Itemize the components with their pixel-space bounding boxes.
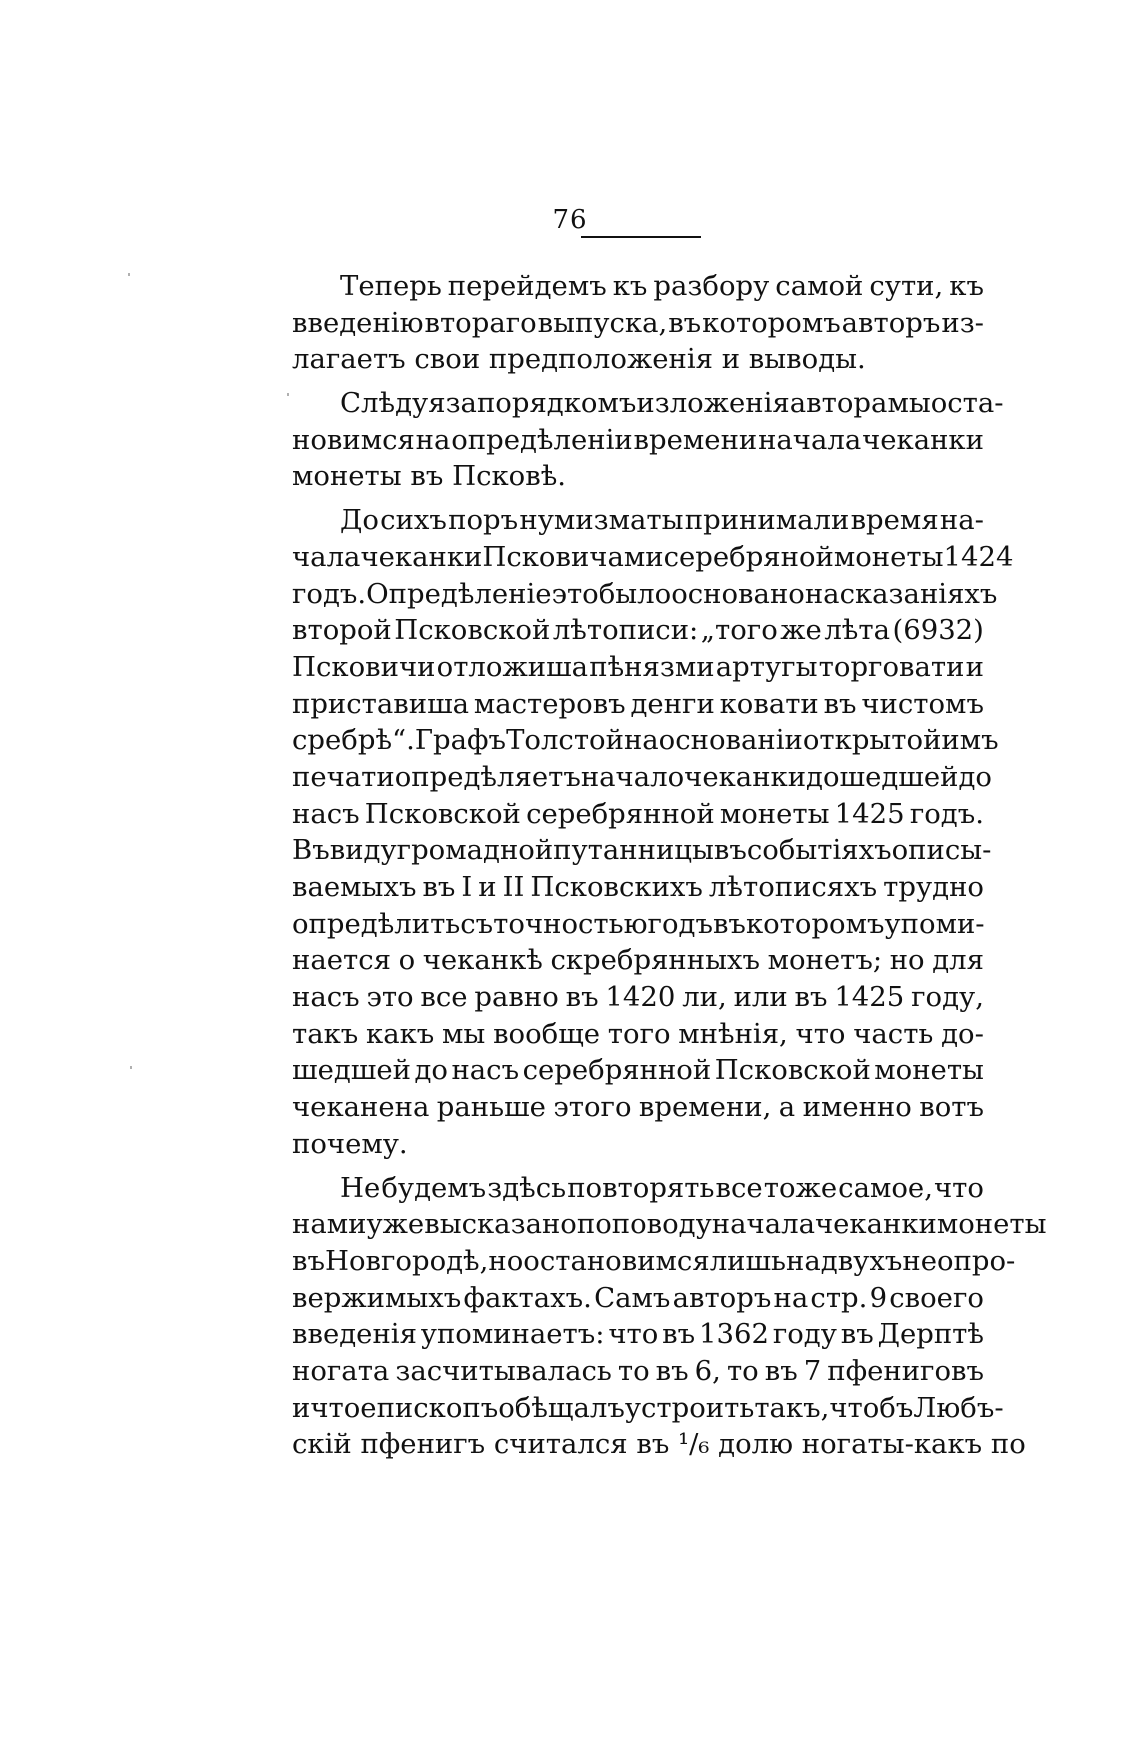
text-line: печати опредѣляетъ начало чеканки дошедшей до xyxy=(292,760,992,793)
text-line: До сихъ поръ нумизматы принимали время на- xyxy=(340,504,984,537)
text-line: второй Псковской лѣтописи: „того же лѣта (6932) xyxy=(292,614,984,647)
text-line: чеканена раньше этого времени, а именно вотъ xyxy=(292,1091,984,1124)
text-line: вержимыхъ фактахъ. Самъ авторъ на стр. 9 своего xyxy=(292,1281,984,1314)
text-line: Теперь перейдемъ къ разбору самой сути, къ xyxy=(340,270,984,302)
text-line: Слѣдуя за порядкомъ изложенія автора мы оста- xyxy=(340,387,1004,420)
text-line: шедшей до насъ серебрянной Псковской монеты xyxy=(292,1054,984,1087)
text-line: чала чеканки Псковичами серебряной монеты 1424 xyxy=(292,540,1014,573)
scan-speck xyxy=(287,393,289,396)
text-line: новимся на опредѣленіи времени начала чеканки xyxy=(292,423,984,456)
text-line: Псковичи отложиша пѣнязми артугы торговати и xyxy=(292,650,984,683)
paragraph xyxy=(292,268,984,378)
text-line: лагаетъ свои предположенія и выводы. xyxy=(292,343,866,376)
text-line: опредѣлить съ точностью годъ въ которомъ упоми- xyxy=(292,907,985,940)
text-line: почему. xyxy=(292,1127,408,1160)
scan-speck xyxy=(130,1066,132,1069)
text-line: въ Новгородѣ, но остановимся лишь на двухъ неопро- xyxy=(292,1244,1016,1277)
text-line: нами уже высказано по поводу начала чеканки монеты xyxy=(292,1208,1047,1241)
text-line: Не будемъ здѣсь повторять все тоже самое, что xyxy=(340,1171,984,1204)
body-text xyxy=(292,268,1047,1463)
text-line: нается о чеканкѣ скребрянныхъ монетъ; но для xyxy=(292,944,984,977)
text-line: введенія упоминаетъ: что въ 1362 году въ Дерптѣ xyxy=(292,1318,984,1351)
text-line: насъ Псковской серебрянной монеты 1425 годъ. xyxy=(292,797,984,830)
text-line: насъ это все равно въ 1420 ли, или въ 1425 году, xyxy=(292,981,984,1014)
paragraph xyxy=(292,502,1014,1162)
text-line: и что епископъ обѣщалъ устроить такъ, чтобъ Любъ- xyxy=(292,1391,1004,1424)
text-line: приставиша мастеровъ денги ковати въ чистомъ xyxy=(292,687,984,720)
page-number-rule xyxy=(581,236,701,238)
text-line: скій пфенигъ считался въ ¹/₆ долю ногаты-какъ по xyxy=(292,1428,1026,1461)
text-line: такъ какъ мы вообще того мнѣнія, что часть до- xyxy=(292,1017,984,1050)
page-number: 76 xyxy=(552,205,588,235)
text-line: монеты въ Псковѣ. xyxy=(292,460,567,493)
text-line: ногата засчитывалась то въ 6, то въ 7 пфениговъ xyxy=(292,1354,984,1387)
scan-speck xyxy=(128,273,130,276)
text-line: Въ виду громадной путанницы въ событіяхъ описы- xyxy=(292,834,992,867)
text-line: ваемыхъ въ I и II Псковскихъ лѣтописяхъ трудно xyxy=(292,871,984,903)
text-line: введенію втораго выпуска, въ которомъ авторъ из- xyxy=(292,306,984,339)
paragraph xyxy=(292,1170,1047,1464)
text-line: годъ. Опредѣленіе это было основано на сказаніяхъ xyxy=(292,577,998,610)
text-line: сребрѣ“. Графъ Толстой на основаніи открытой имъ xyxy=(292,724,999,757)
paragraph xyxy=(292,385,1004,495)
